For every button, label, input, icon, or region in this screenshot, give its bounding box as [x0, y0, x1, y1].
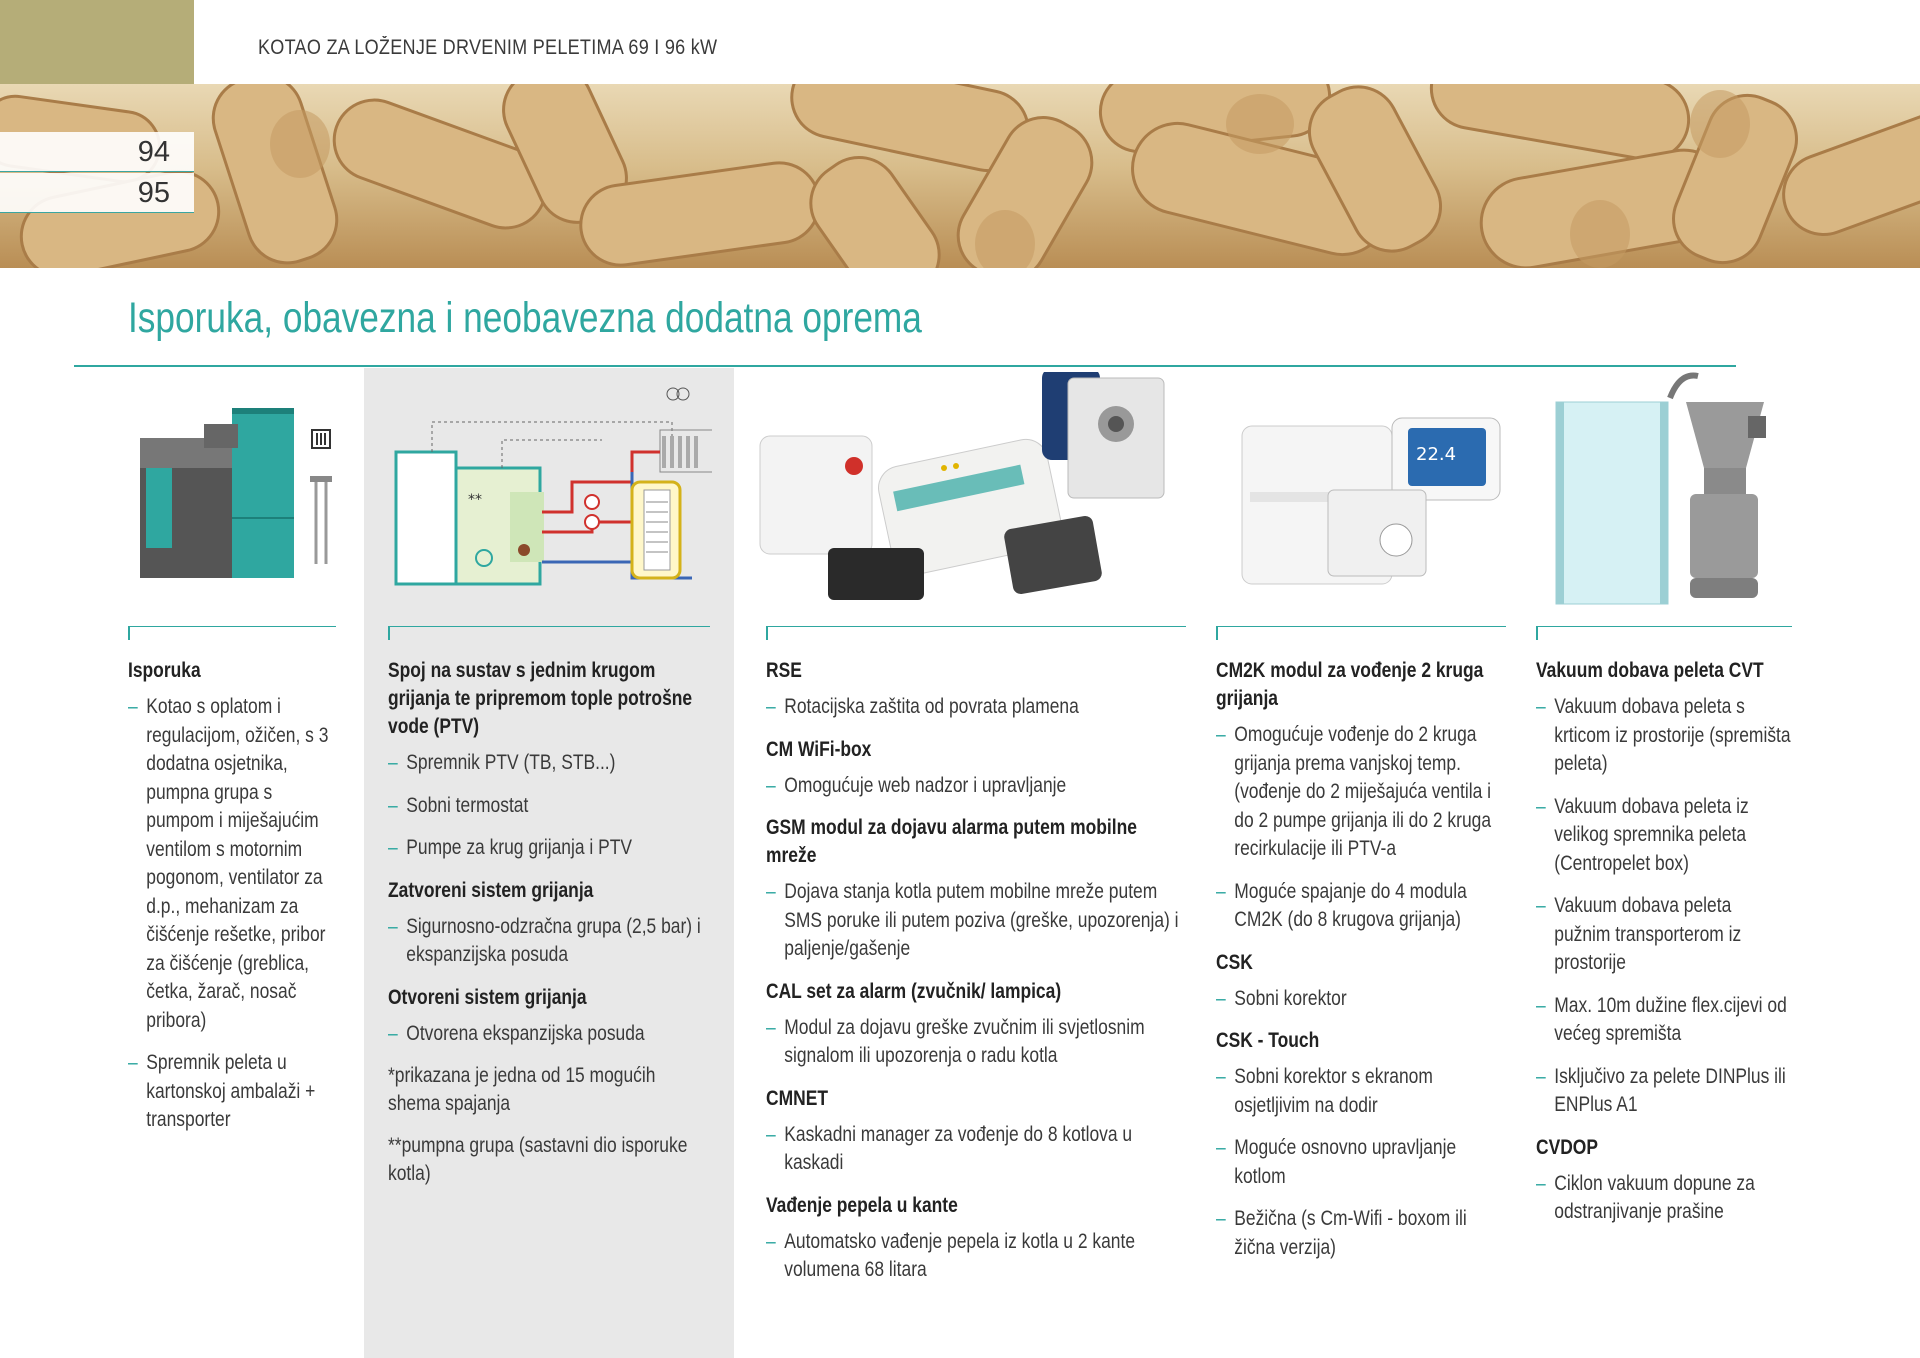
block-heading: CVDOP [1536, 1135, 1598, 1159]
list-item: – Ciklon vakuum dopune za odstranjivanje prašine [1536, 1170, 1792, 1227]
vacuum-pellet-feed-photo [1550, 372, 1780, 617]
thermostat-display-value: 22.4 [1416, 444, 1457, 465]
header-color-block [0, 0, 194, 84]
document-header-title: KOTAO ZA LOŽENJE DRVENIM PELETIMA 69 I 96 kW [258, 36, 718, 59]
column-divider [1216, 626, 1506, 627]
list-item: – Moguće osnovno upravljanje kotlom [1216, 1134, 1506, 1191]
block-heading: GSM modul za dojavu alarma putem mobilne mreže [766, 816, 1137, 867]
list-item: – Omogućuje web nadzor i upravljanje [766, 772, 1186, 801]
block-heading: CSK [1216, 950, 1253, 974]
list-item: – Kotao s oplatom i regulacijom, ožičen, s 3 dodatna osjetnika, pumpna grupa s pumpom i miješajućim ventilom s motornim pogonom, ventilator za d.p., mehanizam za čišćenje rešetke, pribor za čišćenje (greblica, četka, žarač, nosač pribora) [128, 693, 336, 1035]
block-heading: CM WiFi-box [766, 737, 872, 761]
column-accessories [766, 626, 1186, 1299]
column-spoj-na-sustav [388, 626, 710, 1202]
page-number: 95 [0, 173, 194, 213]
list-item: – Sigurnosno-odzračna grupa (2,5 bar) i ekspanzijska posuda [388, 913, 710, 970]
list-item: – Vakuum dobava peleta s krticom iz prostorije (spremišta peleta) [1536, 693, 1792, 779]
column-divider [388, 626, 710, 627]
list-item: – Dojava stanja kotla putem mobilne mreže putem SMS poruke ili putem poziva (greške, upozorenja) i paljenje/gašenje [766, 878, 1186, 964]
list-item: – Otvorena ekspanzijska posuda [388, 1020, 710, 1049]
column-cm2k [1216, 626, 1506, 1276]
column-divider [766, 626, 1186, 627]
column-isporuka [128, 626, 336, 1149]
column-divider [128, 626, 336, 627]
list-item: – Isključivo za pelete DINPlus ili ENPlus A1 [1536, 1063, 1792, 1120]
connection-scheme-diagram [392, 372, 712, 607]
section-divider [74, 365, 1736, 367]
block-heading: RSE [766, 659, 802, 682]
list-item: – Spremnik PTV (TB, STB...) [388, 749, 710, 778]
block-heading: CAL set za alarm (zvučnik/ lampica) [766, 979, 1062, 1003]
block-heading: CMNET [766, 1086, 828, 1110]
list-item: – Rotacijska zaštita od povrata plamena [766, 693, 1186, 722]
block-heading: Spoj na sustav s jednim krugom grijanja te pripremom tople potrošne vode (PTV) [388, 659, 693, 738]
block-heading: CM2K modul za vođenje 2 kruga grijanja [1216, 659, 1484, 710]
block-heading: CSK - Touch [1216, 1029, 1320, 1052]
page-number: 94 [0, 132, 194, 172]
list-item: – Sobni korektor s ekranom osjetljivim na dodir [1216, 1063, 1506, 1120]
list-item: – Sobni termostat [388, 792, 710, 821]
list-item: – Vakuum dobava peleta iz velikog spremnika peleta (Centropelet box) [1536, 793, 1792, 879]
list-item: – Moguće spajanje do 4 modula CM2K (do 8 krugova grijanja) [1216, 878, 1506, 935]
list-item: – Spremnik peleta u kartonskoj ambalaži + transporter [128, 1049, 336, 1135]
svg-text:**: ** [468, 492, 482, 508]
accessories-photo [758, 372, 1198, 617]
boiler-image [128, 372, 338, 607]
footnote: *prikazana je jedna od 15 mogućih shema spajanja [388, 1064, 656, 1115]
footnote: **pumpna grupa (sastavni dio isporuke kotla) [388, 1134, 688, 1185]
column-divider [1536, 626, 1792, 627]
list-item: – Omogućuje vođenje do 2 kruga grijanja prema vanjskoj temp. (vođenje do 2 miješajuća ventila i do 2 pumpe grijanja ili do 2 kruga recirkulacije ili PTV-a [1216, 721, 1506, 864]
list-item: – Vakuum dobava peleta pužnim transporterom iz prostorije [1536, 892, 1792, 978]
block-heading: Vađenje pepela u kante [766, 1193, 958, 1217]
pellet-banner-image [0, 84, 1920, 268]
list-item: – Max. 10m dužine flex.cijevi od većeg spremišta [1536, 992, 1792, 1049]
section-title: Isporuka, obavezna i neobavezna dodatna oprema [128, 294, 922, 342]
column-vakuum [1536, 626, 1792, 1241]
list-item: – Bežična (s Cm-Wifi - boxom ili žična verzija) [1216, 1205, 1506, 1262]
page-number-tabs [0, 132, 194, 213]
list-item: – Modul za dojavu greške zvučnim ili svjetlosnim signalom ili upozorenja o radu kotla [766, 1014, 1186, 1071]
list-item: – Sobni korektor [1216, 985, 1506, 1014]
list-item: – Pumpe za krug grijanja i PTV [388, 834, 710, 863]
block-heading: Isporuka [128, 659, 201, 682]
block-heading: Otvoreni sistem grijanja [388, 985, 587, 1009]
block-heading: Zatvoreni sistem grijanja [388, 878, 594, 902]
cm2k-csk-modules-photo [1236, 372, 1506, 607]
list-item: – Automatsko vađenje pepela iz kotla u 2 kante volumena 68 litara [766, 1228, 1186, 1285]
block-heading: Vakuum dobava peleta CVT [1536, 659, 1764, 682]
list-item: – Kaskadni manager za vođenje do 8 kotlova u kaskadi [766, 1121, 1186, 1178]
